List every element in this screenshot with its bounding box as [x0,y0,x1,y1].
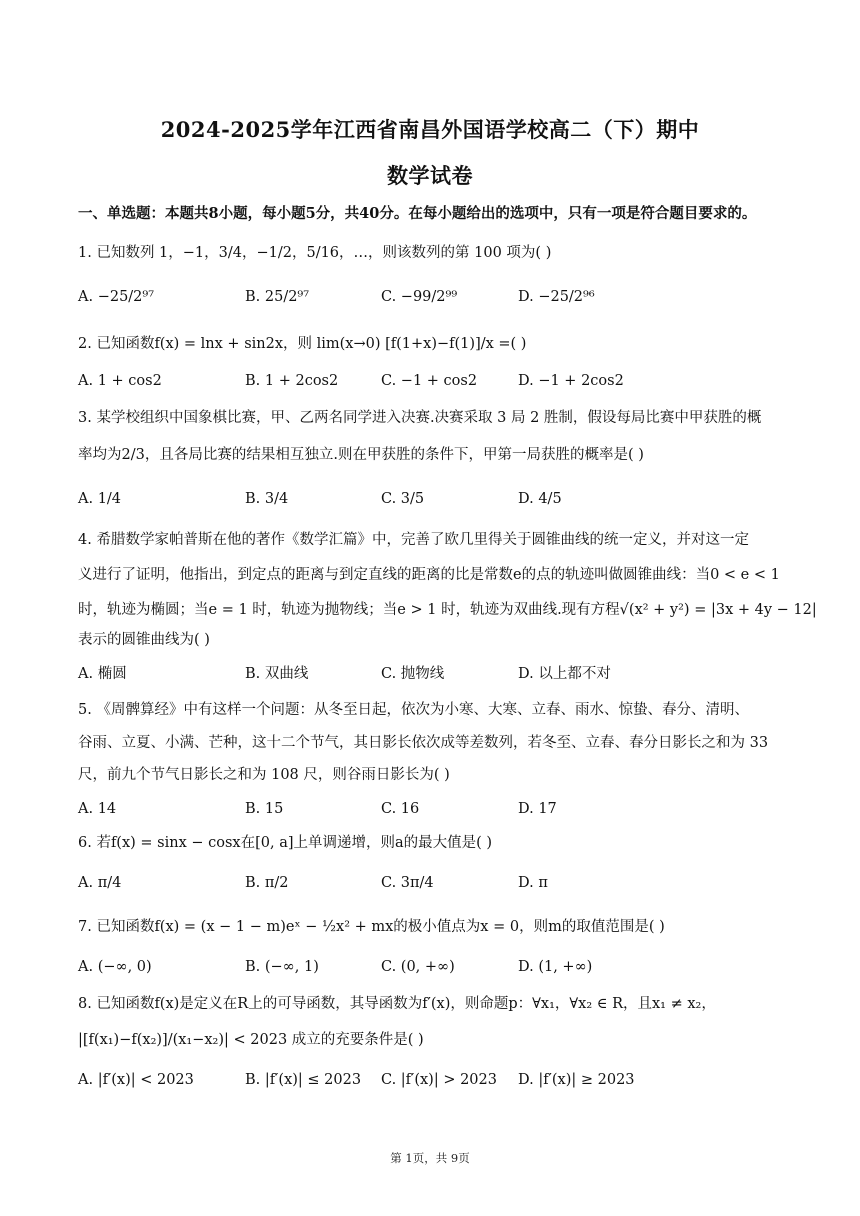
question-4-line-1: 4. 希腊数学家帕普斯在他的著作《数学汇篇》中，完善了欧几里得关于圆锥曲线的统一定义，并对这一定 [78,532,749,548]
q5-option-b: B. 15 [245,801,284,817]
q5-option-d: D. 17 [518,801,557,817]
q8-option-b: B. |f′(x)| ≤ 2023 [245,1072,362,1088]
q8-option-d: D. |f′(x)| ≥ 2023 [518,1072,635,1088]
q7-option-d: D. (1, +∞) [518,959,593,975]
question-1: 1. 已知数列 1，−1，3/4，−1/2，5/16，…，则该数列的第 100 项为( ) [78,245,552,261]
q2-option-d: D. −1 + 2cos2 [518,373,624,389]
q1-option-c: C. −99/2⁹⁹ [381,289,458,305]
question-6: 6. 若f(x) = sinx − cosx在[0, a]上单调递增，则a的最大值是( ) [78,835,493,851]
question-4-line-4: 表示的圆锥曲线为( ) [78,632,210,648]
question-2: 2. 已知函数f(x) = lnx + sin2x，则 lim(x→0) [f(1+x)−f(1)]/x =( ) [78,336,527,352]
question-5-line-1: 5. 《周髀算经》中有这样一个问题：从冬至日起，依次为小寒、大寒、立春、雨水、惊蛰、春分、清明、 [78,702,749,718]
q8-option-a: A. |f′(x)| < 2023 [78,1072,194,1088]
q2-option-c: C. −1 + cos2 [381,373,478,389]
q7-option-a: A. (−∞, 0) [78,959,152,975]
q2-option-a: A. 1 + cos2 [78,373,162,389]
q4-option-a: A. 椭圆 [78,666,127,682]
question-7: 7. 已知函数f(x) = (x − 1 − m)eˣ − ½x² + mx的极小值点为x = 0，则m的取值范围是( ) [78,919,665,935]
q3-option-a: A. 1/4 [78,491,122,507]
q3-option-c: C. 3/5 [381,491,425,507]
q1-option-b: B. 25/2⁹⁷ [245,289,310,305]
q3-option-b: B. 3/4 [245,491,289,507]
q6-option-d: D. π [518,875,548,891]
question-3-line-2: 率均为2/3，且各局比赛的结果相互独立.则在甲获胜的条件下，甲第一局获胜的概率是( ) [78,447,644,463]
question-8-line-1: 8. 已知函数f(x)是定义在R上的可导函数，其导函数为f′(x)，则命题p：∀x₁，∀x₂ ∈ R，且x₁ ≠ x₂， [78,996,716,1012]
q4-option-c: C. 抛物线 [381,666,445,682]
q1-option-a: A. −25/2⁹⁷ [78,289,155,305]
q4-option-b: B. 双曲线 [245,666,309,682]
question-5-line-2: 谷雨、立夏、小满、芒种，这十二个节气，其日影长依次成等差数列，若冬至、立春、春分日影长之和为 33 [78,735,769,751]
page-footer: 第 1页，共 9页 [390,1151,470,1165]
exam-subtitle: 数学试卷 [387,163,473,188]
q8-option-c: C. |f′(x)| > 2023 [381,1072,497,1088]
section-heading: 一、单选题：本题共8小题，每小题5分，共40分。在每小题给出的选项中，只有一项是符合题目要求的。 [78,205,757,222]
q6-option-a: A. π/4 [78,875,122,891]
q3-option-d: D. 4/5 [518,491,562,507]
q6-option-c: C. 3π/4 [381,875,434,891]
q5-option-c: C. 16 [381,801,420,817]
question-4-line-3: 时，轨迹为椭圆；当e = 1 时，轨迹为抛物线；当e > 1 时，轨迹为双曲线.现有方程√(x² + y²) = |3x + 4y − 12| [78,602,817,618]
question-4-line-2: 义进行了证明，他指出，到定点的距离与到定直线的距离的比是常数e的点的轨迹叫做圆锥曲线：当0 < e < 1 [78,567,780,583]
q7-option-c: C. (0, +∞) [381,959,455,975]
q4-option-d: D. 以上都不对 [518,666,611,682]
q7-option-b: B. (−∞, 1) [245,959,319,975]
question-5-line-3: 尺，前九个节气日影长之和为 108 尺，则谷雨日影长为( ) [78,767,450,783]
exam-title: 2024-2025学年江西省南昌外国语学校高二（下）期中 [160,117,700,142]
q6-option-b: B. π/2 [245,875,289,891]
q2-option-b: B. 1 + 2cos2 [245,373,339,389]
question-3-line-1: 3. 某学校组织中国象棋比赛，甲、乙两名同学进入决赛.决赛采取 3 局 2 胜制，假设每局比赛中甲获胜的概 [78,410,762,426]
q5-option-a: A. 14 [78,801,117,817]
question-8-line-2: |[f(x₁)−f(x₂)]/(x₁−x₂)| < 2023 成立的充要条件是( ) [78,1032,424,1048]
q1-option-d: D. −25/2⁹⁶ [518,289,595,305]
